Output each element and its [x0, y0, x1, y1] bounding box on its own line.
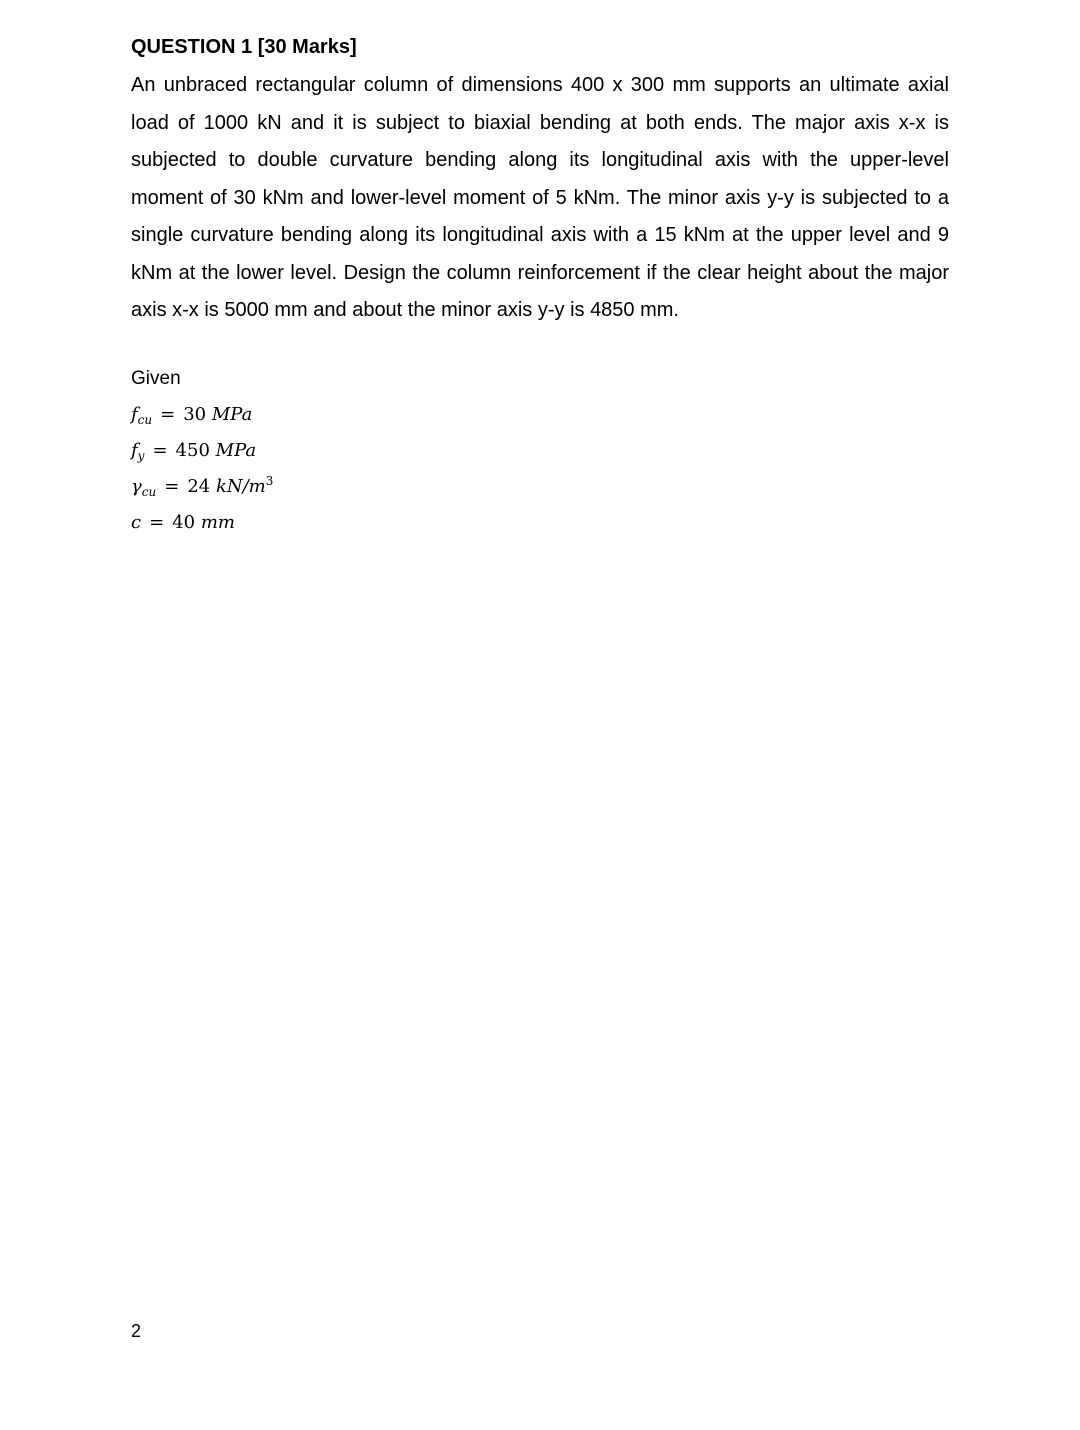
given-gamma-cu [131, 475, 949, 499]
symbol: γ [131, 475, 142, 497]
symbol: c [131, 511, 142, 533]
subscript: cu [137, 412, 153, 427]
given-cover [131, 511, 949, 535]
question-title: QUESTION 1 [30 Marks] [131, 36, 357, 58]
given-section [131, 367, 949, 535]
given-fy [131, 439, 949, 463]
unit: mm [200, 511, 235, 533]
document-page [131, 30, 949, 535]
value: 40 [172, 511, 196, 533]
subscript: cu [141, 484, 157, 499]
symbol: f [131, 403, 138, 425]
unit-exponent: 3 [265, 473, 274, 488]
unit: kN/m [215, 475, 266, 497]
equals-sign: = [152, 439, 168, 461]
equals-sign: = [160, 403, 176, 425]
value: 450 [175, 439, 210, 461]
value: 24 [187, 475, 211, 497]
given-heading: Given [131, 367, 181, 389]
subscript: y [137, 448, 145, 463]
given-fcu [131, 403, 949, 427]
unit: MPa [211, 403, 253, 425]
symbol: f [131, 439, 138, 461]
value: 30 [183, 403, 207, 425]
unit: MPa [215, 439, 257, 461]
equals-sign: = [149, 511, 165, 533]
page-number: 2 [131, 1321, 142, 1341]
equals-sign: = [164, 475, 180, 497]
question-body: An unbraced rectangular column of dimensions 400 x 300 mm supports an ultimate axial load of 1000 kN and it is subject to biaxial bending at both ends. The major axis x-x is subjected to double curvature bending along its longitudinal axis with the upper-level moment of 30 kNm and lower-level moment of 5 kNm. The minor axis y-y is subjected to a single curvature bending along its longitudinal axis with a 15 kNm at the upper level and 9 kNm at the lower level. Design the column reinforcement if the clear height about the major axis x-x is 5000 mm and about the minor axis y-y is 4850 mm. [131, 74, 949, 321]
